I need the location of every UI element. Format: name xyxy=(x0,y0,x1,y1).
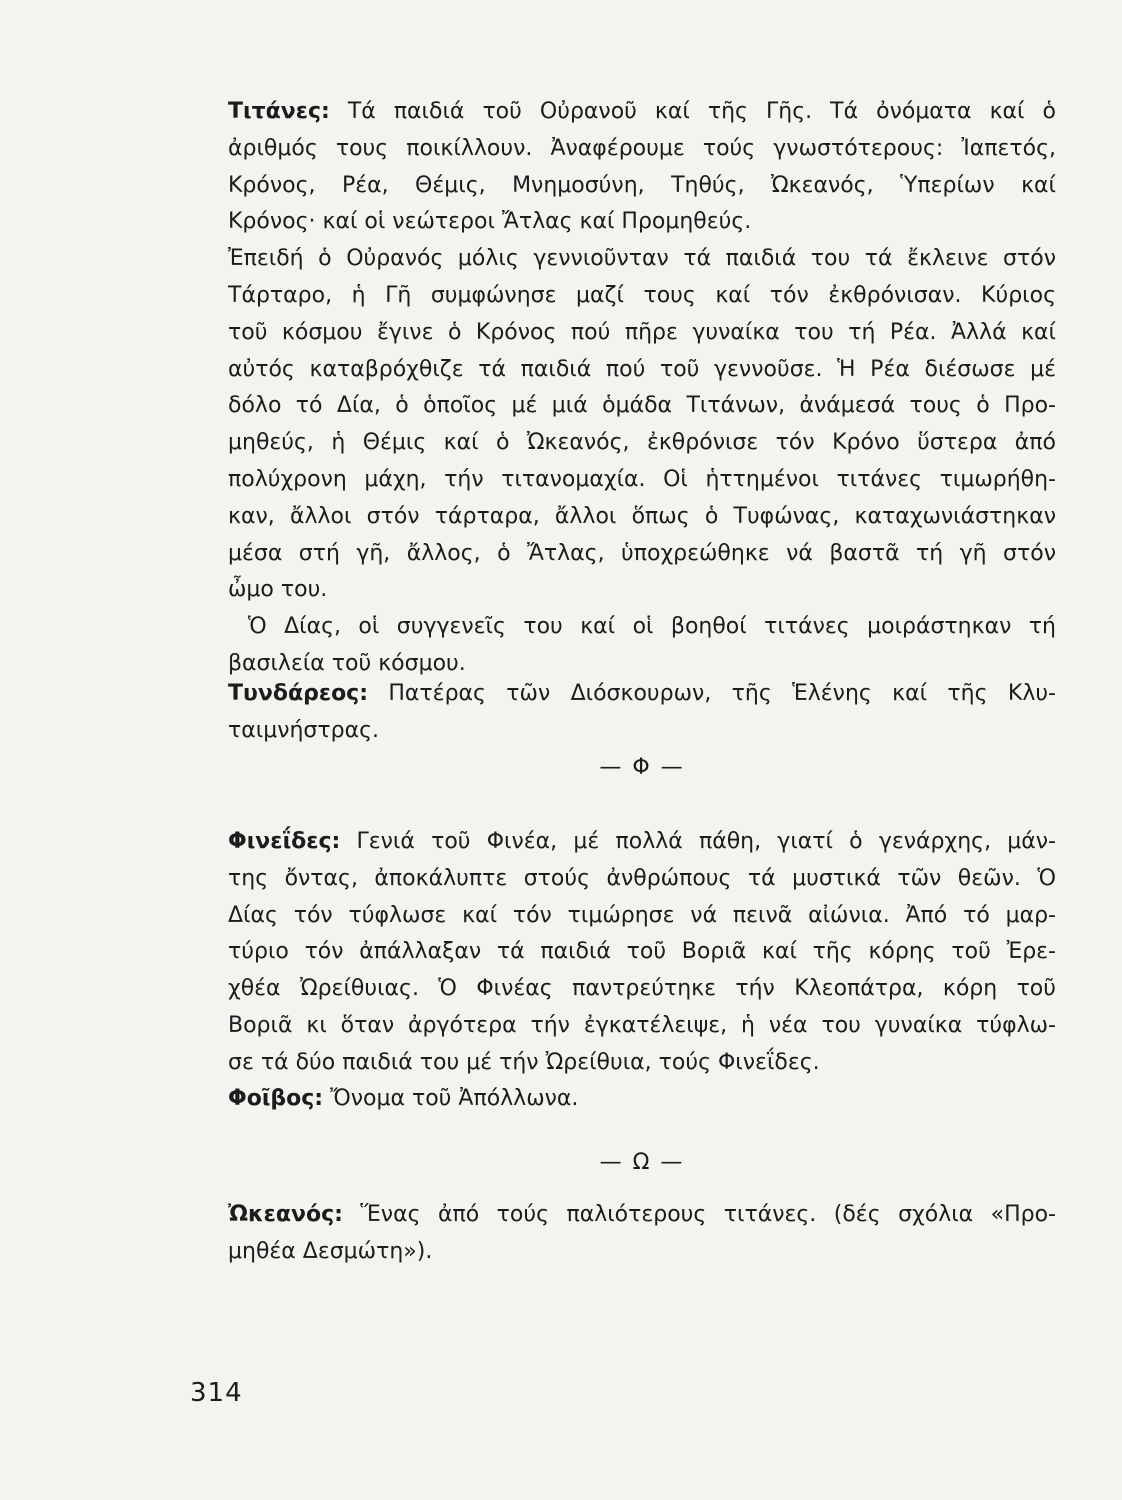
entry-line: ταιμνήστρας. xyxy=(228,717,379,743)
entry-line xyxy=(228,676,1056,713)
entry-line: Ὁ Δίας, οἱ συγγενεῖς του καί οἱ βοηθοί τιτάνες μοιράστηκαν τή xyxy=(248,614,1056,640)
entry-line: καν, ἄλλοι στόν τάρταρα, ἄλλοι ὅπως ὁ Τυφώνας, καταχωνιάστηκαν xyxy=(228,503,1056,529)
entry-term: Τιτάνες: xyxy=(228,99,330,124)
entry-line: μηθεύς, ἡ Θέμις καί ὁ Ὠκεανός, ἐκθρόνισε τόν Κρόνο ὕστερα ἀπό xyxy=(228,430,1056,456)
entry-term: Φοῖβος: xyxy=(228,1086,324,1111)
entry-text: Ἕνας ἀπό τούς παλιότερους τιτάνες. (δές σχόλια «Προ- xyxy=(342,1202,1056,1227)
entry-term: Ὠκεανός: xyxy=(228,1202,343,1227)
entry-line: δόλο τό Δία, ὁ ὁποῖος μέ μιά ὁμάδα Τιτάνων, ἀνάμεσά τους ὁ Προ- xyxy=(228,393,1056,419)
entry-line: της ὄντας, ἀποκάλυπτε στούς ἀνθρώπους τά μυστικά τῶν θεῶν. Ὁ xyxy=(228,865,1056,891)
section-divider-phi: — Φ — xyxy=(599,755,685,780)
entry-line: Ἐπειδή ὁ Οὐρανός μόλις γεννιοῦνταν τά παιδιά του τά ἔκλεινε στόν xyxy=(228,246,1056,272)
entry-line: χθέα Ὠρείθυιας. Ὁ Φινέας παντρεύτηκε τήν Κλεοπάτρα, κόρη τοῦ xyxy=(228,976,1056,1002)
section-divider-omega: — Ω — xyxy=(599,1150,685,1175)
entry-term: Φινεΐδες: xyxy=(228,829,341,854)
entry-line: τύριο τόν ἀπάλλαξαν τά παιδιά τοῦ Βοριᾶ καί τῆς κόρης τοῦ Ἐρε- xyxy=(228,939,1056,965)
entry-line xyxy=(228,824,1056,861)
entry-text: Πατέρας τῶν Διόσκουρων, τῆς Ἑλένης καί τῆς Κλυ- xyxy=(368,681,1056,706)
entry-term: Τυνδάρεος: xyxy=(228,681,369,706)
entry-line: Δίας τόν τύφλωσε καί τόν τιμώρησε νά πεινᾶ αἰώνια. Ἀπό τό μαρ- xyxy=(228,902,1056,928)
entry-text: Γενιά τοῦ Φινέα, μέ πολλά πάθη, γιατί ὁ γενάρχης, μάν- xyxy=(340,829,1056,854)
entry-line: ὦμο του. xyxy=(228,577,328,603)
entry-phoibos xyxy=(228,1081,1056,1118)
entry-text: Τά παιδιά τοῦ Οὐρανοῦ καί τῆς Γῆς. Τά ὀνόματα καί ὁ xyxy=(329,99,1056,124)
entry-line xyxy=(228,1081,1056,1118)
entry-line: Κρόνος· καί οἱ νεώτεροι Ἄτλας καί Προμηθεύς. xyxy=(228,209,752,235)
entry-line: σε τά δύο παιδιά του μέ τήν Ὠρείθυια, τούς Φινεΐδες. xyxy=(228,1049,820,1075)
entry-line: βασιλεία τοῦ κόσμου. xyxy=(228,650,466,676)
entry-tyndareos xyxy=(228,676,1056,750)
entry-line: μηθέα Δεσμώτη»). xyxy=(228,1238,433,1264)
entry-line: Τάρταρο, ἡ Γῆ συμφώνησε μαζί τους καί τόν ἐκθρόνισαν. Κύριος xyxy=(228,282,1056,308)
entry-line: Βοριᾶ κι ὅταν ἀργότερα τήν ἐγκατέλειψε, ἡ νέα του γυναίκα τύφλω- xyxy=(228,1012,1056,1038)
page-number: 314 xyxy=(190,1378,243,1408)
entry-text: Ὄνομα τοῦ Ἀπόλλωνα. xyxy=(323,1086,579,1111)
entry-line: πολύχρονη μάχη, τήν τιτανομαχία. Οἱ ἡττημένοι τιτάνες τιμωρήθη- xyxy=(228,466,1056,492)
entry-line: τοῦ κόσμου ἔγινε ὁ Κρόνος πού πῆρε γυναίκα του τή Ρέα. Ἀλλά καί xyxy=(228,319,1056,345)
entry-line xyxy=(228,1197,1056,1234)
entry-line: μέσα στή γῆ, ἄλλος, ὁ Ἄτλας, ὑποχρεώθηκε νά βαστᾶ τή γῆ στόν xyxy=(228,540,1056,566)
entry-okeanos xyxy=(228,1197,1056,1271)
entry-line: Κρόνος, Ρέα, Θέμις, Μνημοσύνη, Τηθύς, Ὠκεανός, Ὑπερίων καί xyxy=(228,172,1056,198)
entry-line xyxy=(228,94,1056,131)
entry-titanes xyxy=(228,94,1056,683)
entry-line: ἀριθμός τους ποικίλλουν. Ἀναφέρουμε τούς γνωστότερους: Ἰαπετός, xyxy=(228,135,1056,161)
entry-phineides xyxy=(228,824,1056,1082)
entry-line: αὐτός καταβρόχθιζε τά παιδιά πού τοῦ γεννοῦσε. Ἡ Ρέα διέσωσε μέ xyxy=(228,356,1056,382)
